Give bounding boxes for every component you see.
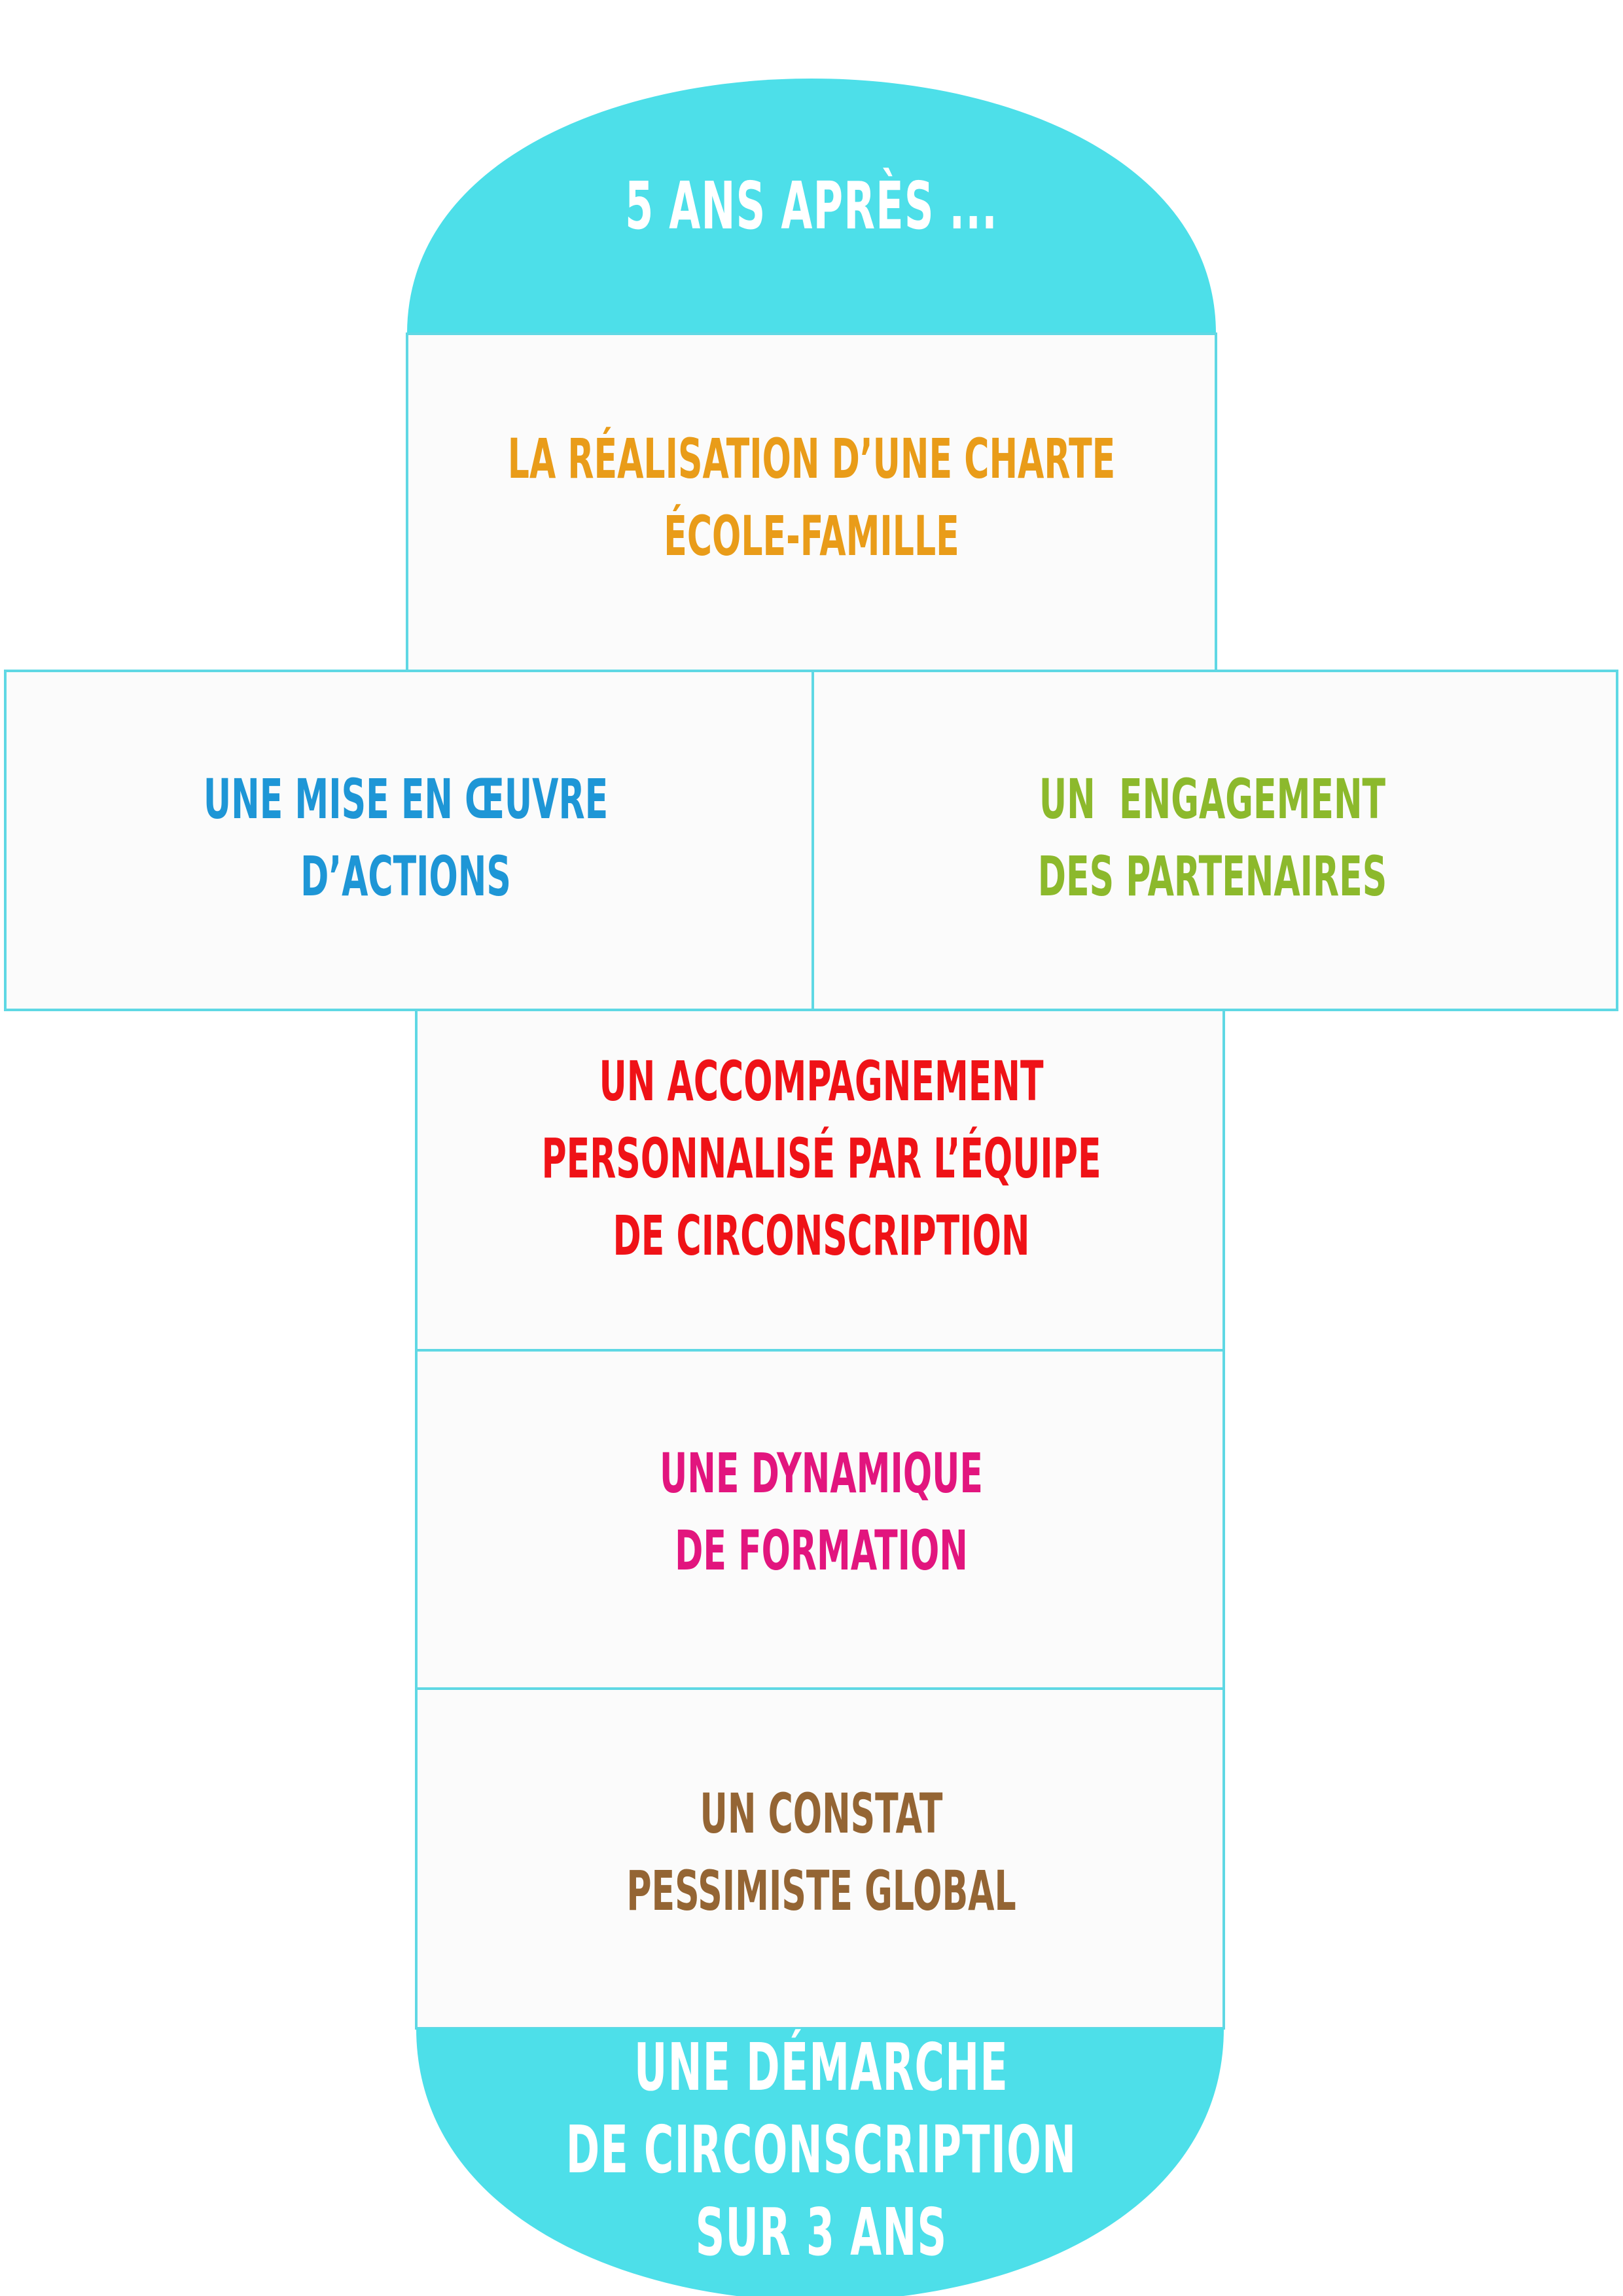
box-engagement-partenaires	[964, 759, 1461, 916]
box-charte-ecole-famille	[507, 419, 1116, 576]
top-cap-line: 5 ANS APRÈS ...	[625, 168, 998, 244]
bottom-cap-line-3: SUR 3 ANS	[695, 2194, 948, 2270]
box6-line-1: UN CONSTAT	[700, 1782, 943, 1846]
box-dynamique-formation	[572, 1433, 1071, 1590]
top-cap-title	[560, 144, 1063, 268]
box5-line-1: UNE DYNAMIQUE	[660, 1441, 983, 1505]
box1-line-1: LA RÉALISATION D’UNE CHARTE	[507, 427, 1116, 491]
box1-line-2: ÉCOLE-FAMILLE	[664, 504, 959, 568]
bottom-cap-line-2: DE CIRCONSCRIPTION	[565, 2111, 1077, 2188]
box6-line-2: PESSIMISTE GLOBAL	[626, 1859, 1016, 1923]
box4-line-1: UN ACCOMPAGNEMENT	[599, 1049, 1044, 1113]
box-mise-en-oeuvre-actions	[158, 759, 653, 916]
box5-line-2: DE FORMATION	[675, 1518, 968, 1583]
bottom-cap-title	[565, 2022, 1077, 2278]
bottom-cap-line-1: UNE DÉMARCHE	[633, 2029, 1009, 2106]
box3-line-2: DES PARTENAIRES	[1037, 844, 1387, 908]
box-accompagnement-personnalise	[541, 1041, 1101, 1276]
box4-line-2: PERSONNALISÉ PAR L’ÉQUIPE	[541, 1126, 1101, 1191]
box3-line-1: UN ENGAGEMENT	[1039, 767, 1386, 831]
box2-line-2: D’ACTIONS	[300, 844, 511, 908]
box4-line-3: DE CIRCONSCRIPTION	[613, 1204, 1030, 1268]
box2-line-1: UNE MISE EN ŒUVRE	[203, 767, 609, 831]
box-constat-pessimiste	[572, 1774, 1071, 1931]
